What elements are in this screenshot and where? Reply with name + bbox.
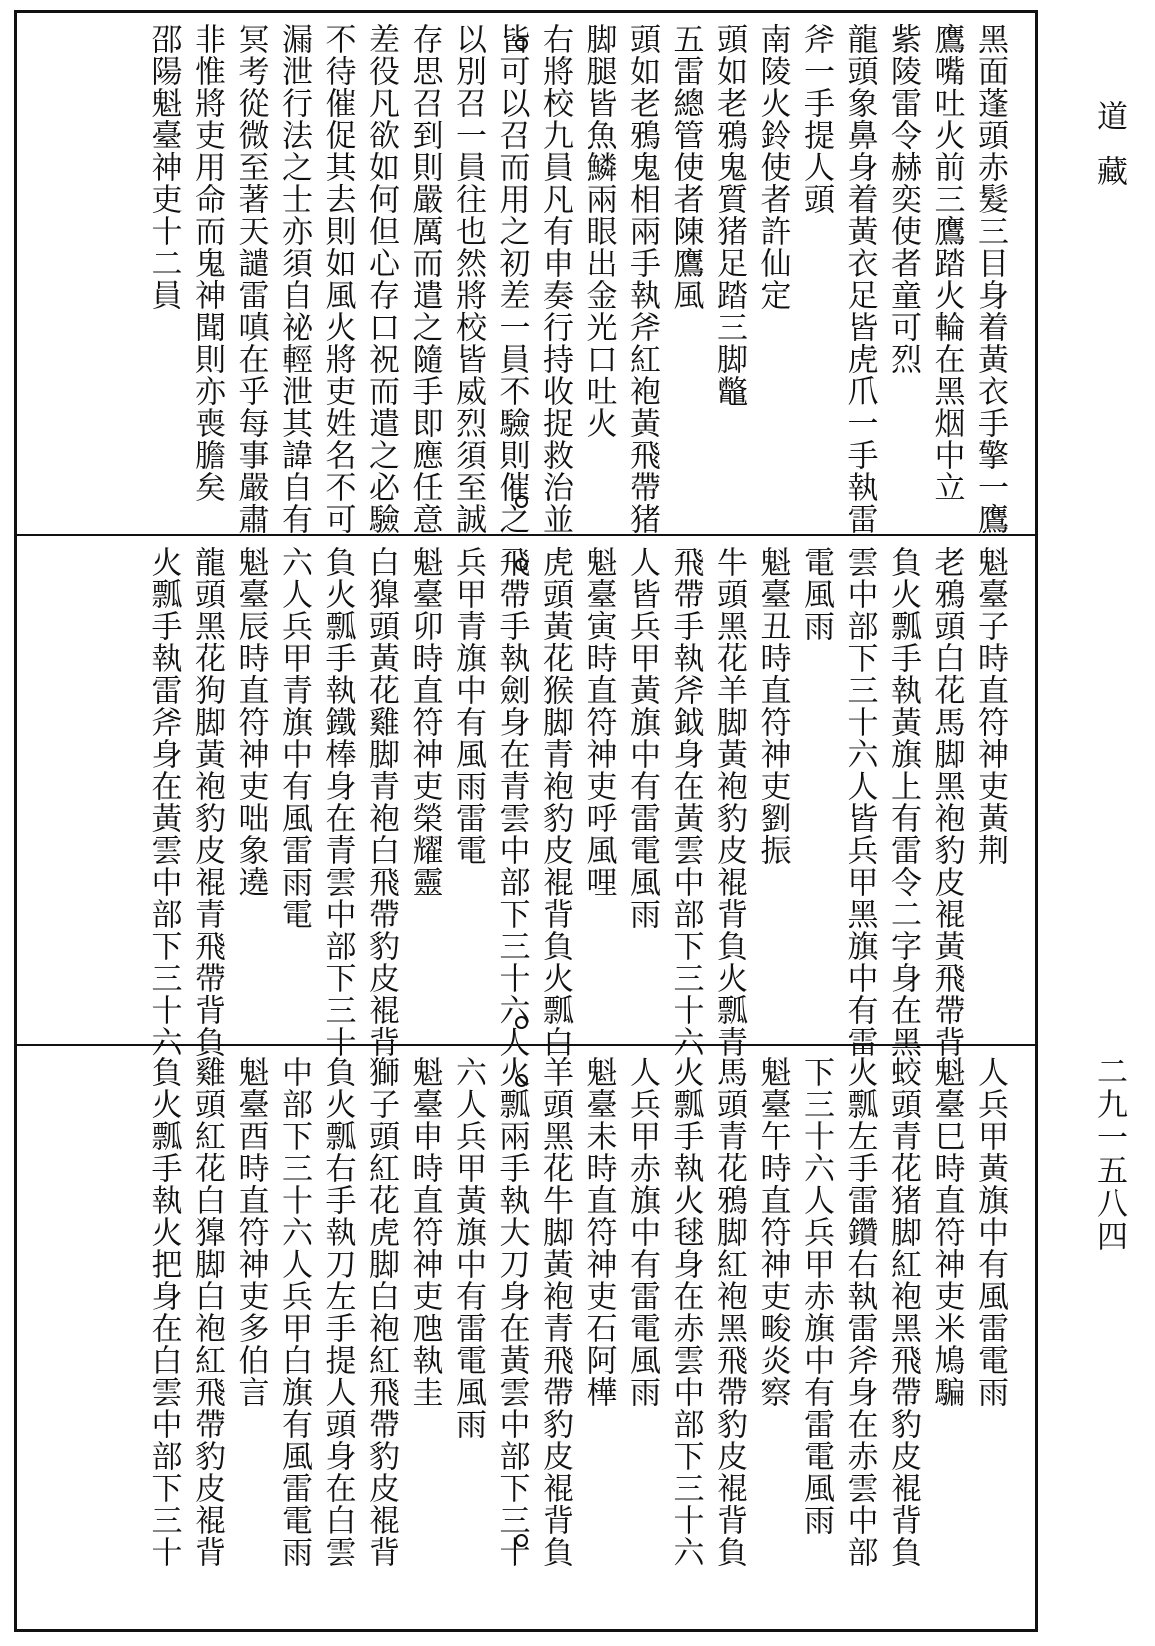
text-column: 下三十六人兵甲赤旗中有雷電風雨 xyxy=(798,1056,834,1536)
text-column: 魁臺丑時直符神吏劉振 xyxy=(754,546,791,866)
text-column: 負火瓢右手執刀左手提人頭身在白雲 xyxy=(319,1056,356,1568)
text-column: 冥考從微至著天譴雷嗔在乎每事嚴肅 xyxy=(232,23,269,535)
text-column: 黑面蓬頭赤髮三目身着黃衣手擎一鷹 xyxy=(972,23,1008,535)
text-column: 魁臺寅時直符神吏呼風哩 xyxy=(580,546,617,898)
text-column: 存思召到則嚴厲而遣之隨手即應任意 xyxy=(406,23,443,535)
text-column: 六人兵甲青旗中有風雷雨電 xyxy=(276,546,312,930)
text-column: 人皆兵甲黃旗中有雷電風雨 xyxy=(624,546,660,930)
text-column: 火瓢手執火毬身在赤雲中部下三十六 xyxy=(667,1056,704,1568)
text-column: 羊頭黑花牛脚黃袍青飛帶豹皮裩背負 xyxy=(537,1056,573,1568)
text-column: 飛帶手執劍身在青雲中部下三十六人 xyxy=(493,546,530,1058)
column-group xyxy=(141,1056,1011,1623)
text-column: 魁臺巳時直符神吏米鳩騙 xyxy=(928,1056,965,1408)
column-group xyxy=(141,546,1011,1058)
text-column: 牛頭黑花羊脚黃袍豹皮裩背負火瓢青 xyxy=(711,546,747,1058)
text-column: 蛟頭青花猪脚紅袍黑飛帶豹皮裩背負 xyxy=(885,1056,921,1568)
text-column: 魁臺午時直符神吏畯炎察 xyxy=(754,1056,791,1408)
text-column: 火瓢兩手執大刀身在黃雲中部下三十 xyxy=(493,1056,530,1568)
page-frame xyxy=(14,10,1038,1632)
text-column: 魁臺申時直符神吏虺執圭 xyxy=(406,1056,443,1408)
text-column: 白獋頭黃花雞脚青袍白飛帶豹皮裩背 xyxy=(363,546,399,1058)
text-column: 不待催促其去則如風火將吏姓名不可 xyxy=(319,23,356,535)
text-column: 老鴉頭白花馬脚黑袍豹皮裩黃飛帶背 xyxy=(928,546,965,1058)
text-column: 負火瓢手執鐵棒身在青雲中部下三十 xyxy=(319,546,356,1058)
text-column: 魁臺未時直符神吏石阿樺 xyxy=(580,1056,617,1408)
text-column: 人兵甲赤旗中有雷電風雨 xyxy=(624,1056,660,1408)
text-column: 人兵甲黃旗中有風雷電雨 xyxy=(972,1056,1008,1408)
text-column: 差役凡欲如何但心存口祝而遣之必驗 xyxy=(363,23,399,535)
text-column: 魁臺子時直符神吏黃荆 xyxy=(972,546,1008,866)
margin-title: 道藏 xyxy=(1091,100,1127,210)
text-column: 頭如老鴉鬼質猪足踏三脚鼈 xyxy=(711,23,747,407)
text-column: 虎頭黃花猴脚青袍豹皮裩背負火瓢白 xyxy=(537,546,573,1058)
text-column: 馬頭青花鴉脚紅袍黑飛帶豹皮裩背負 xyxy=(711,1056,747,1568)
text-column: 電風雨 xyxy=(798,546,834,642)
text-column: 飛帶手執斧鉞身在黃雲中部下三十六 xyxy=(667,546,704,1058)
text-column: 雲中部下三十六人皆兵甲黑旗中有雷 xyxy=(841,546,878,1058)
text-column: 紫陵雷令赫奕使者童可烈 xyxy=(885,23,921,375)
text-column: 六人兵甲黃旗中有雷電風雨 xyxy=(450,1056,486,1440)
text-column: 中部下三十六人兵甲白旗有風雷電雨 xyxy=(276,1056,312,1568)
text-column: 負火瓢手執火把身在白雲中部下三十 xyxy=(145,1056,182,1568)
text-column: 魁臺卯時直符神吏榮耀靈 xyxy=(406,546,443,898)
text-column: 龍頭黑花狗脚黃袍豹皮裩青飛帶背負 xyxy=(189,546,225,1058)
text-panel-top xyxy=(17,13,1035,536)
text-column: 斧一手提人頭 xyxy=(798,23,834,215)
page-number: 二九一五八四 xyxy=(1091,1055,1127,1253)
text-column: 南陵火鈴使者許仙定 xyxy=(754,23,791,311)
text-column: 漏泄行法之士亦須自祕輕泄其諱自有 xyxy=(276,23,312,535)
text-column: 右將校九員凡有申奏行持收捉救治並 xyxy=(537,23,573,535)
text-column: 脚腿皆魚鱗兩眼出金光口吐火 xyxy=(580,23,617,439)
text-panel-middle xyxy=(17,536,1035,1058)
text-column: 鷹嘴吐火前三鷹踏火輪在黑烟中立 xyxy=(928,23,965,503)
text-column: 以別召一員往也然將校皆威烈須至誠 xyxy=(450,23,486,535)
text-panel-bottom xyxy=(17,1046,1035,1629)
text-column: 頭如老鴉鬼相兩手執斧紅袍黃飛帶猪 xyxy=(624,23,660,535)
text-column: 皆可以召而用之初差一員不驗則催之 xyxy=(493,23,530,535)
text-column: 負火瓢手執黃旗上有雷令二字身在黑 xyxy=(885,546,921,1058)
text-column: 獅子頭紅花虎脚白袍紅飛帶豹皮裩背 xyxy=(363,1056,399,1568)
text-column: 非惟將吏用命而鬼神聞則亦喪膽矣 xyxy=(189,23,225,503)
column-group xyxy=(141,23,1011,535)
text-column: 雞頭紅花白獋脚白袍紅飛帶豹皮裩背 xyxy=(189,1056,225,1568)
text-column: 火瓢左手雷鑽右執雷斧身在赤雲中部 xyxy=(841,1056,878,1568)
text-column: 火瓢手執雷斧身在黃雲中部下三十六 xyxy=(145,546,182,1058)
text-column: 五雷總管使者陳鷹風 xyxy=(667,23,704,311)
text-column: 兵甲青旗中有風雨雷電 xyxy=(450,546,486,866)
text-column: 魁臺辰時直符神吏咄象遶 xyxy=(232,546,269,898)
text-column: 龍頭象鼻身着黃衣足皆虎爪一手執雷 xyxy=(841,23,878,535)
text-column: 魁臺酉時直符神吏多伯言 xyxy=(232,1056,269,1408)
text-column: 邵陽魁臺神吏十二員 xyxy=(145,23,182,311)
